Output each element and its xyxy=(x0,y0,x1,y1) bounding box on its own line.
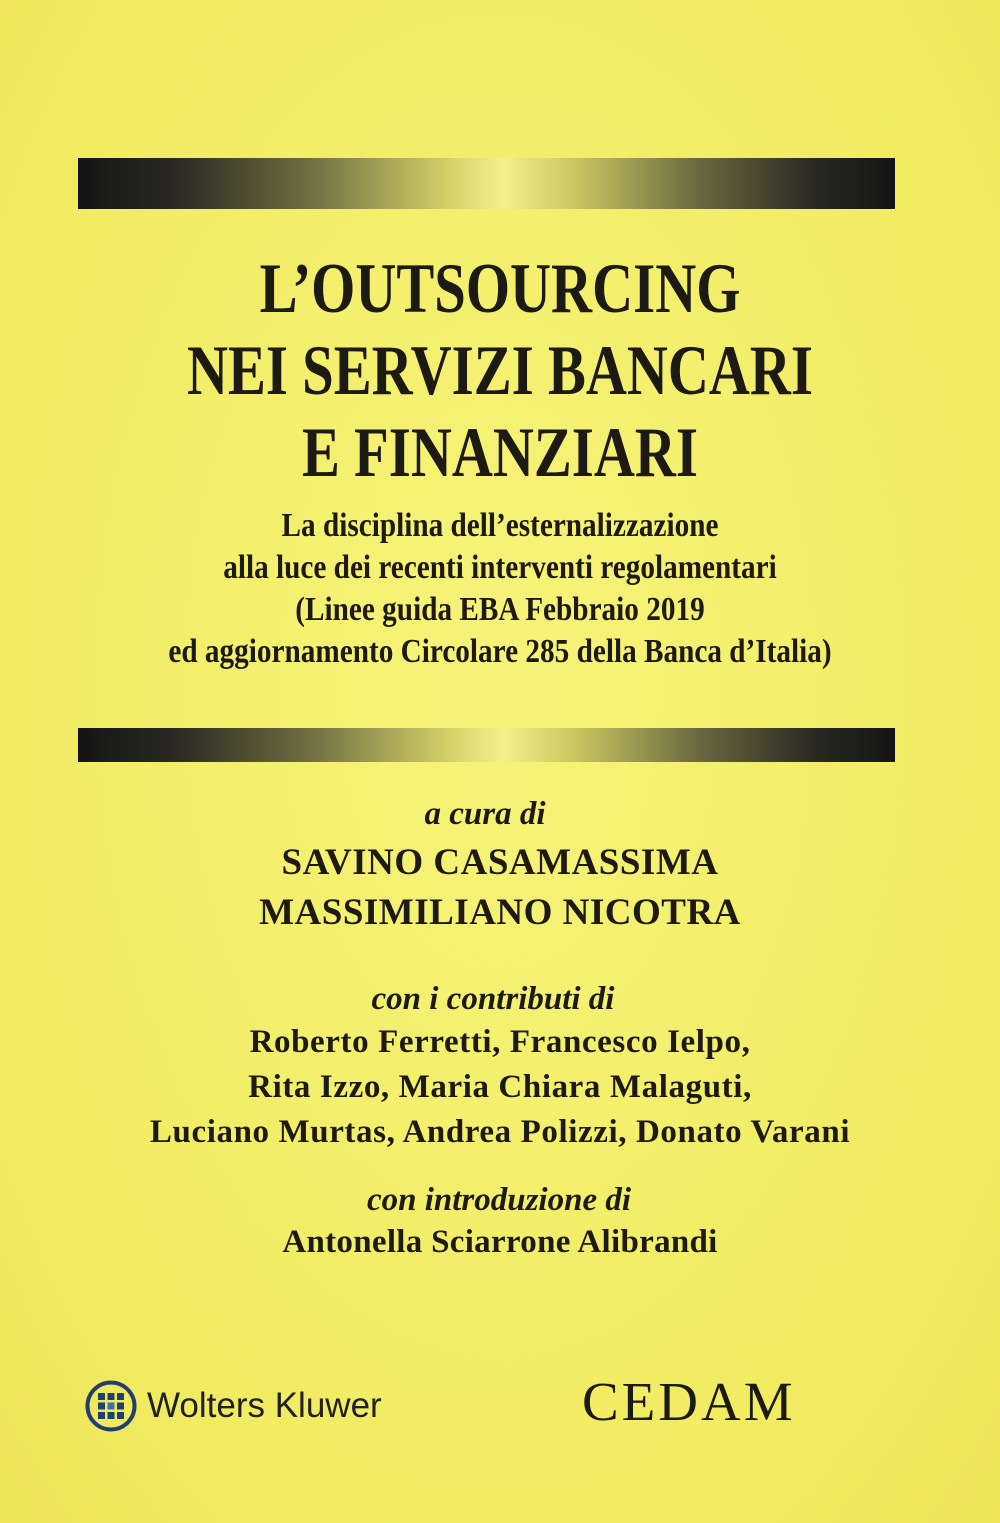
editor-name: MASSIMILIANO NICOTRA xyxy=(259,892,741,933)
contributors-list xyxy=(0,1020,1000,1155)
contributors-line: Luciano Murtas, Andrea Polizzi, Donato Varani xyxy=(149,1114,851,1150)
subtitle-line-1: La disciplina dell’esternalizzazione xyxy=(281,507,719,544)
editors-names xyxy=(0,838,1000,938)
wolters-kluwer-logo-icon xyxy=(85,1380,137,1432)
wolters-kluwer-wordmark: Wolters Kluwer xyxy=(147,1386,382,1425)
editors-label: a cura di xyxy=(424,796,546,832)
top-gradient-bar xyxy=(78,158,895,209)
contributors-line: Rita Izzo, Maria Chiara Malaguti, xyxy=(248,1069,752,1105)
title-line-2: NEI SERVIZI BANCARI xyxy=(186,332,814,410)
editor-name: SAVINO CASAMASSIMA xyxy=(281,842,719,883)
contributors-label: con i contributi di xyxy=(371,981,615,1017)
introduction-author: Antonella Sciarrone Alibrandi xyxy=(282,1224,718,1260)
book-subtitle xyxy=(70,505,930,673)
subtitle-line-3: (Linee guida EBA Febbraio 2019 xyxy=(295,591,705,628)
subtitle-line-2: alla luce dei recenti interventi regolamentari xyxy=(223,549,777,586)
subtitle-line-4: ed aggiornamento Circolare 285 della Banca d’Italia) xyxy=(168,633,832,670)
cedam-logo: CEDAM xyxy=(582,1371,796,1432)
middle-gradient-bar xyxy=(78,728,895,762)
title-line-1: L’OUTSOURCING xyxy=(259,250,741,328)
contributors-line: Roberto Ferretti, Francesco Ielpo, xyxy=(249,1024,751,1060)
title-line-3: E FINANZIARI xyxy=(301,414,699,492)
wolters-kluwer-logo xyxy=(85,1378,382,1434)
introduction-label: con introduzione di xyxy=(366,1182,632,1218)
book-title xyxy=(100,248,900,494)
